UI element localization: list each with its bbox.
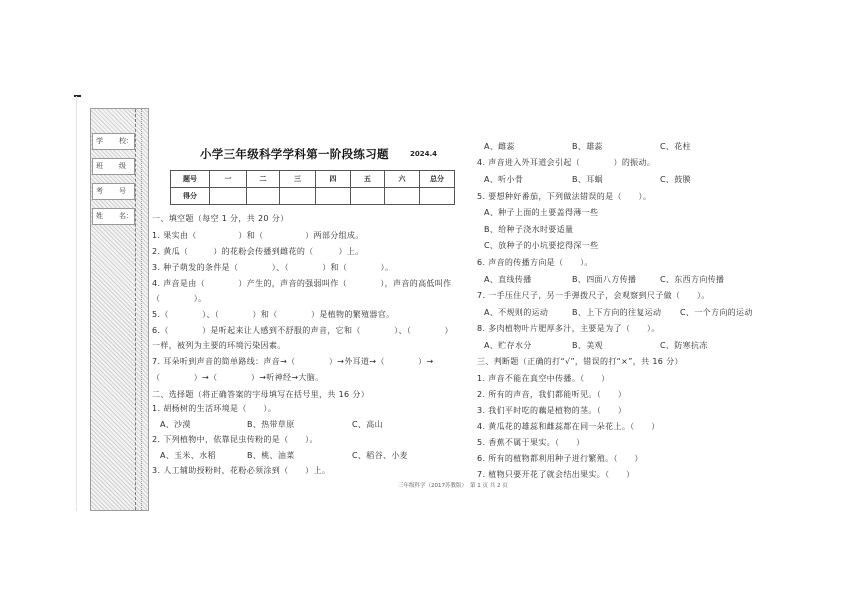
judgment-item: 7. 植物只要开花了就会结出果实。（ ） xyxy=(477,470,635,479)
binding-dotted-line xyxy=(141,109,142,510)
school-label-char-2: 校： xyxy=(119,137,133,145)
choice-option: B、耳蜗 xyxy=(572,175,603,184)
score-table xyxy=(170,170,455,205)
score-header-cell: 四 xyxy=(316,171,351,188)
choice-option: C、稻谷、小麦 xyxy=(352,451,409,460)
score-header-cell: 五 xyxy=(351,171,385,188)
choice-option: A、不规则的运动 xyxy=(484,308,549,317)
footer-page-number: 第 1 页 共 2 页 xyxy=(470,483,508,489)
choice-option: C、鼓膜 xyxy=(660,175,691,184)
name-label-char-1: 姓 xyxy=(96,212,103,220)
choice-question-stem: 6. 声音的传播方向是（ ）。 xyxy=(477,258,593,267)
choice-option: C、花柱 xyxy=(660,142,691,151)
fill-in-line: 5.（ ）、（ ）和（ ）是植物的繁殖器官。 xyxy=(152,310,395,319)
exam-title: 小学三年级科学学科第一阶段练习题 xyxy=(200,147,389,161)
choice-question-stem: 4. 声音进入外耳道会引起（ ）的振动。 xyxy=(477,158,656,167)
score-row-label: 得分 xyxy=(171,188,210,205)
judgment-heading: 三、判断题（正确的打“√”，错误的打“×”，共 16 分） xyxy=(477,357,683,366)
choice-option: A、沙漠 xyxy=(160,420,191,429)
judgment-item: 3. 我们平时吃的藕是植物的茎。（ ） xyxy=(477,406,627,415)
score-header-cell: 题号 xyxy=(171,171,210,188)
score-cell xyxy=(247,188,280,205)
score-header-cell: 三 xyxy=(280,171,316,188)
choice-option: A、种子上面的土要盖得薄一些 xyxy=(484,208,599,217)
choice-question-stem: 5. 要想种好番茄，下列做法错误的是（ ）。 xyxy=(477,192,652,201)
fill-in-line: 1. 果实由（ ）和（ ）两部分组成。 xyxy=(152,231,364,240)
judgment-item: 5. 香蕉不属于果实。（ ） xyxy=(477,438,585,447)
fill-in-line: 7. 耳朵听到声音的简单路线：声音→（ ）→外耳道→（ ）→ xyxy=(152,357,434,366)
exam-number-field xyxy=(92,183,135,200)
exam-number-label-char-2: 号 xyxy=(119,187,126,195)
choice-option: A、贮存水分 xyxy=(484,341,532,350)
score-header-cell: 总分 xyxy=(420,171,455,188)
score-cell xyxy=(420,188,455,205)
fill-in-line: 一样，被列为主要的环境污染因素。 xyxy=(152,341,286,350)
fill-in-line: 2. 黄瓜（ ）的花粉会传播到雌花的（ ）上。 xyxy=(152,247,364,256)
choice-question-stem: 8. 多肉植物叶片肥厚多汁，主要是为了（ ）。 xyxy=(477,324,660,333)
choice-option: C、东西方向传播 xyxy=(660,275,725,284)
choice-option: B、给种子浇水时要适量 xyxy=(484,225,574,234)
choice-question-stem: 1. 胡杨树的生活环境是（ ）。 xyxy=(152,404,277,413)
choice-option: A、听小骨 xyxy=(484,175,524,184)
score-header-cell: 二 xyxy=(247,171,280,188)
score-cell xyxy=(316,188,351,205)
choice-option: B、桃、油菜 xyxy=(247,451,295,460)
school-label-char-1: 学 xyxy=(96,137,103,145)
class-field xyxy=(92,158,135,175)
exam-date: 2024.4 xyxy=(410,150,438,158)
binding-strip xyxy=(90,108,149,511)
choice-question-stem: 2. 下列植物中，依靠昆虫传粉的是（ ）。 xyxy=(152,435,318,444)
choice-question-stem: 7. 一手压住尺子，另一手弹拨尺子，会观察到尺子做（ ）。 xyxy=(477,291,710,300)
choice-heading: 二、选择题（将正确答案的字母填写在括号里，共 16 分） xyxy=(152,390,370,399)
judgment-item: 2. 所有的声音，我们都能听见。（ ） xyxy=(477,390,627,399)
choice-option: B、上下方向的往复运动 xyxy=(572,308,662,317)
choice-option: A、玉米、水稻 xyxy=(160,451,216,460)
page-edge xyxy=(76,96,77,511)
name-field xyxy=(92,208,135,225)
choice-option: C、放种子的小坑要挖得深一些 xyxy=(484,241,599,250)
choice-option: A、雌蕊 xyxy=(484,142,515,151)
class-label-char-1: 班 xyxy=(96,162,103,170)
choice-option: B、雄蕊 xyxy=(572,142,603,151)
score-cell xyxy=(280,188,316,205)
choice-option: C、高山 xyxy=(352,420,383,429)
score-cell xyxy=(351,188,385,205)
fill-in-line: 4. 声音是由（ ）产生的，声音的强弱叫作（ ），声音的高低叫作 xyxy=(152,279,452,288)
score-header-cell: 六 xyxy=(385,171,420,188)
fill-in-line: （ ）。 xyxy=(152,294,207,303)
fill-in-heading: 一、填空题（每空 1 分，共 20 分） xyxy=(152,214,289,223)
fill-in-line: 6.（ ）是听起来让人感到不舒服的声音，它和（ ）、（ ） xyxy=(152,326,453,335)
choice-option: C、一个方向的运动 xyxy=(680,308,753,317)
choice-option: B、四面八方传播 xyxy=(572,275,637,284)
exam-number-label-char-1: 考 xyxy=(96,187,103,195)
judgment-item: 4. 黄瓜花的雄蕊和雌蕊都在同一朵花上。（ ） xyxy=(477,422,660,431)
score-cell xyxy=(210,188,247,205)
score-table-header-row xyxy=(171,171,455,188)
fill-in-line: （ ）→（ ）→听神经→大脑。 xyxy=(152,373,324,382)
name-label-char-2: 名： xyxy=(119,212,133,220)
fill-in-line: 3. 种子萌发的条件是（ ）、（ ）和（ ）。 xyxy=(152,263,394,272)
binding-dashed-line xyxy=(135,109,136,510)
class-label-char-2: 级 xyxy=(119,162,126,170)
choice-option: B、美观 xyxy=(572,341,603,350)
judgment-item: 6. 所有的植物都利用种子进行繁殖。（ ） xyxy=(477,454,643,463)
choice-option: B、热带草原 xyxy=(247,420,295,429)
score-header-cell: 一 xyxy=(210,171,247,188)
school-field xyxy=(92,133,135,150)
footer-subject: 三年级科学（2017苏教版） xyxy=(398,483,467,489)
score-cell xyxy=(385,188,420,205)
judgment-item: 1. 声音不能在真空中传播。（ ） xyxy=(477,374,610,383)
choice-option: C、防寒抗冻 xyxy=(660,341,708,350)
choice-option: A、直线传播 xyxy=(484,275,532,284)
choice-question-stem: 3. 人工辅助授粉时，花粉必须涂到（ ）上。 xyxy=(152,466,331,475)
score-table-score-row xyxy=(171,188,455,205)
